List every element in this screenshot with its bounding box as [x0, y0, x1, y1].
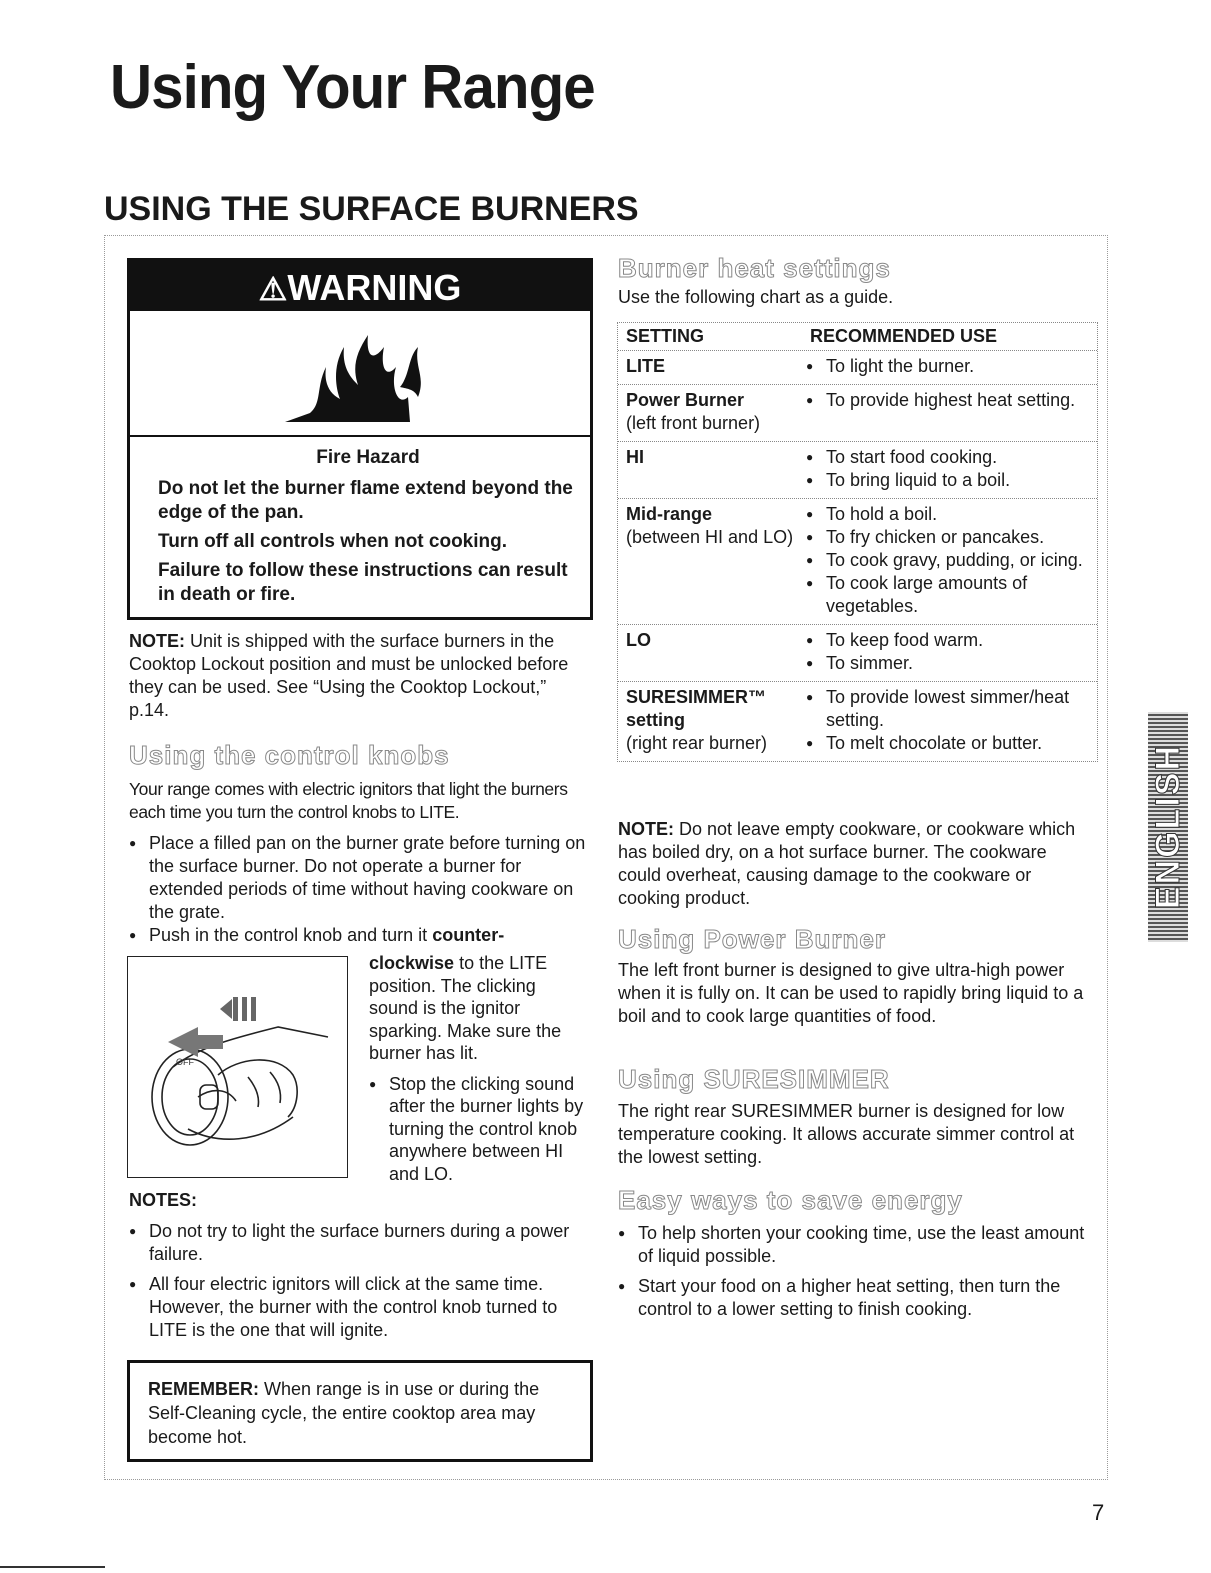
control-knobs-list — [129, 832, 589, 947]
setting-name: LO — [626, 630, 651, 650]
notes-list — [129, 1220, 589, 1349]
table-row — [618, 625, 1097, 682]
knob-text — [369, 952, 589, 1065]
notes-heading: NOTES: — [129, 1190, 198, 1210]
setting-name: LITE — [626, 356, 665, 376]
knob-rest: to the LITE position. The clicking sound is the ignitor sparking. Make sure the burner has lit. — [369, 953, 562, 1063]
control-knobs-intro: Your range comes with electric ignitors that light the burners each time you turn the control knobs to LITE. — [129, 779, 568, 822]
warning-line: Turn off all controls when not cooking. — [158, 531, 508, 552]
warning-label: WARNING — [287, 267, 462, 308]
use-item: ● To start food cooking. — [806, 446, 1089, 469]
suresimmer-text: The right rear SURESIMMER burner is designed for low temperature cooking. It allows accurate simmer control at the lowest setting. — [618, 1101, 1075, 1167]
table-row — [618, 499, 1097, 625]
heat-settings-heading: Burner heat settings — [618, 253, 891, 283]
list-item: ● Start your food on a higher heat setting, then turn the control to a lower setting to finish cooking. — [618, 1275, 1088, 1321]
table-row — [618, 351, 1097, 385]
column-header-setting: SETTING — [626, 326, 705, 346]
footer-rule — [0, 1566, 105, 1568]
warning-box — [127, 258, 593, 620]
knob-instructions — [369, 952, 589, 1185]
use-item: ● To light the burner. — [806, 355, 1089, 378]
heat-settings-table — [617, 322, 1098, 762]
remember-label: REMEMBER: — [148, 1379, 259, 1399]
list-item: ● Do not try to light the surface burners during a power failure. — [129, 1220, 589, 1266]
warning-triangle-icon: ⚠ — [258, 271, 288, 307]
setting-name: HI — [626, 447, 644, 467]
page-number: 7 — [1092, 1500, 1105, 1525]
use-item: ● To simmer. — [806, 652, 1089, 675]
fire-icon — [280, 327, 440, 427]
list-item: ● All four electric ignitors will click at the same time. However, the burner with the control knob turned to LITE is the one that will ignite. — [129, 1273, 589, 1342]
hand-turning-knob-icon — [128, 957, 346, 1176]
svg-text:OFF: OFF — [176, 1057, 194, 1067]
setting-sub: (between HI and LO) — [626, 527, 794, 547]
power-burner-heading: Using Power Burner — [618, 924, 886, 954]
warning-line: Do not let the burner flame extend beyond the edge of the pan. — [158, 478, 573, 523]
warning-line: Failure to follow these instructions can result in death or fire. — [158, 560, 568, 605]
table-row — [618, 442, 1097, 499]
warning-divider — [130, 435, 590, 437]
power-burner-text: The left front burner is designed to give ultra-high power when it is fully on. It can be used to rapidly bring liquid to a boil and to cook large quantities of food. — [618, 960, 1084, 1026]
cookware-note — [618, 818, 1088, 910]
use-item: ● To cook gravy, pudding, or icing. — [806, 549, 1089, 572]
table-header — [618, 323, 1097, 351]
control-knobs-heading: Using the control knobs — [129, 740, 450, 770]
save-energy-list — [618, 1222, 1088, 1328]
setting-name: SURESIMMER™ setting — [626, 687, 767, 730]
bullet-bold: counter- — [432, 925, 505, 945]
use-item: ● To provide highest heat setting. — [806, 389, 1089, 412]
knob-bold: clockwise — [369, 953, 455, 973]
list-item: ● Place a filled pan on the burner grate before turning on the surface burner. Do not operate a burner for extended periods of time without having cookware on the grate. — [129, 832, 589, 924]
language-tab — [1148, 712, 1188, 942]
note-text: Do not leave empty cookware, or cookware which has boiled dry, on a hot surface burner. The cookware could overheat, causing damage to the cookware or cooking product. — [618, 819, 1076, 908]
bullet-text: Push in the control knob and turn it — [149, 925, 433, 945]
table-row — [618, 682, 1097, 761]
use-item: ● To fry chicken or pancakes. — [806, 526, 1089, 549]
setting-sub: (left front burner) — [626, 413, 761, 433]
save-energy-heading: Easy ways to save energy — [618, 1185, 963, 1215]
use-item: ● To keep food warm. — [806, 629, 1089, 652]
language-tab-label: ENGLISH — [1148, 744, 1187, 910]
remember-text: When range is in use or during the Self-Cleaning cycle, the entire cooktop area may become hot. — [148, 1379, 540, 1447]
use-item: ● To provide lowest simmer/heat setting. — [806, 686, 1089, 732]
section-title: USING THE SURFACE BURNERS — [104, 190, 639, 228]
setting-name: Mid-range — [626, 504, 713, 524]
heat-settings-intro: Use the following chart as a guide. — [618, 287, 894, 307]
note-text: Unit is shipped with the surface burners in the Cooktop Lockout position and must be unlocked before they can be used. See “Using the Cooktop Lockout,” p.14. — [129, 631, 569, 720]
suresimmer-heading: Using SURESIMMER — [618, 1064, 890, 1094]
remember-box — [127, 1360, 593, 1462]
warning-text — [158, 447, 578, 612]
control-knob-illustration — [127, 956, 348, 1178]
list-item: ● To help shorten your cooking time, use the least amount of liquid possible. — [618, 1222, 1088, 1268]
use-item: ● To bring liquid to a boil. — [806, 469, 1089, 492]
column-header-use: RECOMMENDED USE — [810, 326, 998, 346]
list-item — [129, 924, 589, 947]
use-item: ● To hold a boil. — [806, 503, 1089, 526]
note-label: NOTE: — [618, 819, 674, 839]
table-row — [618, 385, 1097, 442]
lockout-note — [129, 630, 589, 722]
note-label: NOTE: — [129, 631, 185, 651]
use-item: ● To cook large amounts of vegetables. — [806, 572, 1089, 618]
use-item: ● To melt chocolate or butter. — [806, 732, 1089, 755]
stop-clicking-item: ● Stop the clicking sound after the burner lights by turning the control knob anywhere between HI and LO. — [369, 1073, 589, 1186]
page-title: Using Your Range — [110, 53, 595, 122]
hazard-title: Fire Hazard — [316, 447, 420, 468]
warning-header — [130, 261, 590, 311]
setting-name: Power Burner — [626, 390, 745, 410]
setting-sub: (right rear burner) — [626, 733, 768, 753]
